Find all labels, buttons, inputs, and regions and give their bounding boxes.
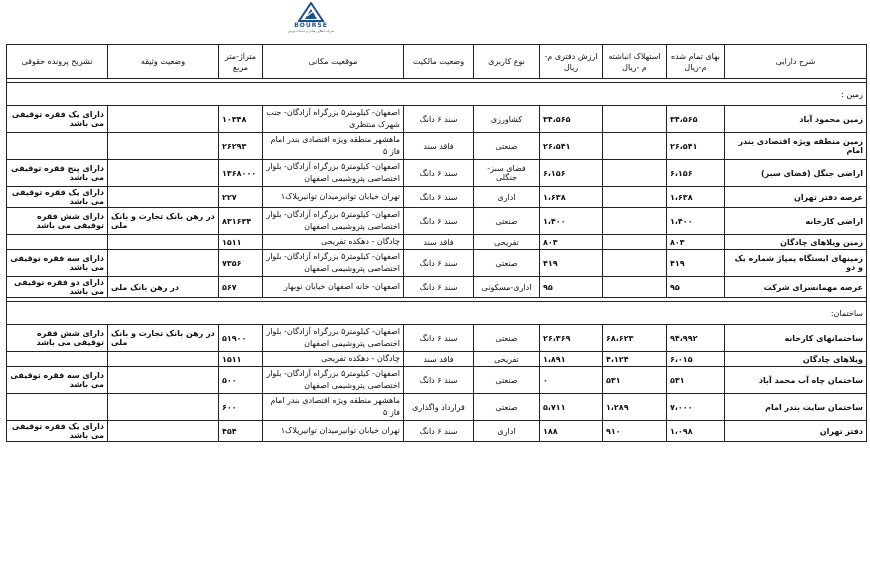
header-collateral: وضعیت وثیقه — [108, 45, 219, 79]
cell-depreciation — [603, 106, 667, 133]
cell-depreciation: ۵۳۱ — [603, 367, 667, 394]
cell-collateral — [108, 106, 219, 133]
cell-usage: کشاورزی — [474, 106, 540, 133]
cell-description: زمین منطقه ویژه اقتصادی بندر امام — [725, 133, 867, 160]
cell-description: ساختمان چاه آب محمد آباد — [725, 367, 867, 394]
table-row — [7, 235, 867, 250]
cell-area: ۷۳۵۶ — [219, 250, 263, 277]
cell-ownership: سند ۶ دانگ — [404, 421, 474, 442]
cell-book-value: ۸۰۳ — [540, 235, 603, 250]
cell-legal: دارای شش فقره توقیفی می باشد — [7, 325, 108, 352]
bourse-logo — [281, 2, 341, 40]
cell-location: اصفهان- کیلومتر۵ بزرگراه آزادگان- بلوار اختصاصی پتروشیمی اصفهان — [263, 208, 404, 235]
cell-legal: دارای سه فقره توقیفی می باشد — [7, 250, 108, 277]
cell-legal: دارای شش فقره توقیفی می باشد — [7, 208, 108, 235]
cell-usage: فضای سبز- جنگلی — [474, 160, 540, 187]
cell-full-cost: ۱،۶۳۸ — [667, 187, 725, 208]
cell-area: ۶۰۰ — [219, 394, 263, 421]
cell-depreciation — [603, 208, 667, 235]
cell-area: ۲۲۷ — [219, 187, 263, 208]
cell-description: عرصه مهمانسرای شرکت — [725, 277, 867, 298]
cell-full-cost: ۱،۴۰۰ — [667, 208, 725, 235]
cell-area: ۵۰۰ — [219, 367, 263, 394]
cell-ownership: سند ۶ دانگ — [404, 250, 474, 277]
cell-usage: تفریحی — [474, 352, 540, 367]
cell-full-cost: ۳۴،۵۶۵ — [667, 106, 725, 133]
cell-description: دفتر تهران — [725, 421, 867, 442]
header-location: موقعیت مکانی — [263, 45, 404, 79]
cell-full-cost: ۹۵ — [667, 277, 725, 298]
header-book-value: ارزش دفتری م-ریال — [540, 45, 603, 79]
cell-usage: صنعتی — [474, 325, 540, 352]
cell-collateral — [108, 352, 219, 367]
cell-depreciation: ۱،۲۸۹ — [603, 394, 667, 421]
header-row — [7, 45, 867, 79]
cell-legal: دارای یک فقره توقیفی می باشد — [7, 106, 108, 133]
cell-description: اراضی کارخانه — [725, 208, 867, 235]
cell-book-value: ۳۴،۵۶۵ — [540, 106, 603, 133]
table-body — [7, 79, 867, 442]
cell-collateral — [108, 367, 219, 394]
cell-ownership: سند ۶ دانگ — [404, 106, 474, 133]
cell-depreciation: ۹۱۰ — [603, 421, 667, 442]
table-row — [7, 352, 867, 367]
cell-full-cost: ۶،۱۵۶ — [667, 160, 725, 187]
cell-depreciation — [603, 187, 667, 208]
cell-description: اراضی جنگل (فضای سبز) — [725, 160, 867, 187]
cell-location: چادگان - دهکده تفریحی — [263, 235, 404, 250]
cell-location: اصفهان- خانه اصفهان خیابان نوبهار — [263, 277, 404, 298]
cell-usage: صنعتی — [474, 367, 540, 394]
cell-usage: اداری — [474, 421, 540, 442]
cell-collateral — [108, 394, 219, 421]
header-area: متراژ-متر مربع — [219, 45, 263, 79]
cell-description: زمین محمود آباد — [725, 106, 867, 133]
cell-book-value: ۲۶،۵۴۱ — [540, 133, 603, 160]
cell-area: ۲۶۲۹۳ — [219, 133, 263, 160]
cell-usage: صنعتی — [474, 208, 540, 235]
cell-collateral — [108, 235, 219, 250]
cell-ownership: فاقد سند — [404, 235, 474, 250]
section-title-row — [7, 83, 867, 106]
cell-full-cost: ۵۳۱ — [667, 367, 725, 394]
cell-full-cost: ۴۱۹ — [667, 250, 725, 277]
cell-depreciation — [603, 160, 667, 187]
table-row — [7, 208, 867, 235]
cell-collateral — [108, 187, 219, 208]
table-row — [7, 250, 867, 277]
cell-location: اصفهان- کیلومتر۵ بزرگراه آزادگان- بلوار اختصاصی پتروشیمی اصفهان — [263, 160, 404, 187]
header-description: شرح دارایی — [725, 45, 867, 79]
cell-location: اصفهان- کیلومتر۵ بزرگراه آزادگان- بلوار اختصاصی پتروشیمی اصفهان — [263, 367, 404, 394]
cell-ownership: سند ۶ دانگ — [404, 160, 474, 187]
cell-collateral — [108, 133, 219, 160]
cell-book-value: ۵،۷۱۱ — [540, 394, 603, 421]
header-usage: نوع کاربری — [474, 45, 540, 79]
table-row — [7, 325, 867, 352]
cell-location: اصفهان- کیلومتر۵ بزرگراه آزادگان- جنب شهرک منتظری — [263, 106, 404, 133]
cell-depreciation — [603, 133, 667, 160]
header-ownership: وضعیت مالکیت — [404, 45, 474, 79]
cell-location: ماهشهر منطقه ویژه اقتصادی بندر امام فاز ۵ — [263, 394, 404, 421]
cell-description: ویلاهای چادگان — [725, 352, 867, 367]
cell-area: ۱۰۳۴۸ — [219, 106, 263, 133]
cell-location: اصفهان- کیلومتر۵ بزرگراه آزادگان- بلوار اختصاصی پتروشیمی اصفهان — [263, 325, 404, 352]
cell-location: ماهشهر منطقه ویژه اقتصادی بندر امام فاز ۵ — [263, 133, 404, 160]
cell-description: زمین ویلاهای چادگان — [725, 235, 867, 250]
cell-depreciation: ۴،۱۲۴ — [603, 352, 667, 367]
cell-book-value: ۹۵ — [540, 277, 603, 298]
cell-ownership: فاقد سند — [404, 352, 474, 367]
cell-ownership: سند ۶ دانگ — [404, 187, 474, 208]
table-row — [7, 421, 867, 442]
cell-book-value: ۴۱۹ — [540, 250, 603, 277]
cell-book-value: ۱۸۸ — [540, 421, 603, 442]
cell-location: تهران خیابان توانیرمیدان توانیرپلاک۱ — [263, 421, 404, 442]
cell-usage: صنعتی — [474, 133, 540, 160]
section-title: ساختمان: — [725, 302, 867, 325]
cell-legal — [7, 394, 108, 421]
cell-full-cost: ۶،۰۱۵ — [667, 352, 725, 367]
cell-legal: دارای یک فقره توقیفی می باشد — [7, 187, 108, 208]
cell-depreciation — [603, 250, 667, 277]
cell-legal: دارای دو فقره توقیفی می باشد — [7, 277, 108, 298]
header-full-cost: بهای تمام شده م-ریال — [667, 45, 725, 79]
cell-usage: صنعتی — [474, 250, 540, 277]
table-row — [7, 187, 867, 208]
table-row — [7, 367, 867, 394]
section-title-row — [7, 302, 867, 325]
cell-book-value: ۱،۸۹۱ — [540, 352, 603, 367]
cell-ownership: فاقد سند — [404, 133, 474, 160]
logo-subtitle: شرکت اطلاع رسانی و خدمات بورس — [287, 29, 335, 33]
table-row — [7, 394, 867, 421]
cell-collateral — [108, 250, 219, 277]
cell-usage: صنعتی — [474, 394, 540, 421]
section-title-fill — [7, 83, 725, 106]
cell-legal — [7, 235, 108, 250]
cell-ownership: سند ۶ دانگ — [404, 208, 474, 235]
section-title-fill — [7, 302, 725, 325]
cell-usage: اداری-مسکونی — [474, 277, 540, 298]
cell-ownership: قرارداد واگذاری — [404, 394, 474, 421]
cell-description: زمینهای ایستگاه پمپاژ شماره یک و دو — [725, 250, 867, 277]
cell-full-cost: ۹۴،۹۹۲ — [667, 325, 725, 352]
cell-book-value: ۱،۶۳۸ — [540, 187, 603, 208]
cell-area: ۱۵۱۱ — [219, 352, 263, 367]
table-row — [7, 133, 867, 160]
table-row — [7, 277, 867, 298]
cell-area: ۱۳۶۸۰۰۰ — [219, 160, 263, 187]
header-depreciation: استهلاک انباشته م -ریال — [603, 45, 667, 79]
cell-usage: تفریحی — [474, 235, 540, 250]
cell-legal: دارای پنج فقره توقیفی می باشد — [7, 160, 108, 187]
cell-depreciation — [603, 277, 667, 298]
cell-book-value: ۱،۴۰۰ — [540, 208, 603, 235]
cell-usage: اداری — [474, 187, 540, 208]
cell-location: اصفهان- کیلومتر۵ بزرگراه آزادگان- بلوار اختصاصی پتروشیمی اصفهان — [263, 250, 404, 277]
header-legal: تشریح پرونده حقوقی — [7, 45, 108, 79]
cell-ownership: سند ۶ دانگ — [404, 277, 474, 298]
table-row — [7, 106, 867, 133]
cell-legal: دارای یک فقره توقیفی می باشد — [7, 421, 108, 442]
cell-description: ساختمان سایت بندر امام — [725, 394, 867, 421]
cell-collateral — [108, 160, 219, 187]
bourse-logo-icon — [298, 2, 324, 22]
cell-area: ۱۵۱۱ — [219, 235, 263, 250]
cell-collateral: در رهن بانک ملی — [108, 277, 219, 298]
cell-area: ۴۵۴ — [219, 421, 263, 442]
cell-book-value: ۰ — [540, 367, 603, 394]
cell-ownership: سند ۶ دانگ — [404, 367, 474, 394]
cell-description: ساختمانهای کارخانه — [725, 325, 867, 352]
cell-legal: دارای سه فقره توقیفی می باشد — [7, 367, 108, 394]
cell-collateral — [108, 421, 219, 442]
cell-full-cost: ۲۶،۵۴۱ — [667, 133, 725, 160]
table-row — [7, 160, 867, 187]
cell-collateral: در رهن بانک تجارت و بانک ملی — [108, 325, 219, 352]
logo-brand-text: BOURSE — [294, 22, 328, 29]
cell-legal — [7, 133, 108, 160]
asset-table — [6, 44, 867, 442]
cell-depreciation — [603, 235, 667, 250]
cell-description: عرصه دفتر تهران — [725, 187, 867, 208]
cell-full-cost: ۸۰۳ — [667, 235, 725, 250]
cell-full-cost: ۷،۰۰۰ — [667, 394, 725, 421]
cell-location: تهران خیابان توانیرمیدان توانیرپلاک۱ — [263, 187, 404, 208]
cell-area: ۵۶۷ — [219, 277, 263, 298]
cell-ownership: سند ۶ دانگ — [404, 325, 474, 352]
cell-book-value: ۶،۱۵۶ — [540, 160, 603, 187]
cell-depreciation: ۶۸،۶۲۳ — [603, 325, 667, 352]
section-title: زمین : — [725, 83, 867, 106]
cell-area: ۸۳۱۶۳۴ — [219, 208, 263, 235]
cell-book-value: ۲۶،۳۶۹ — [540, 325, 603, 352]
cell-full-cost: ۱،۰۹۸ — [667, 421, 725, 442]
cell-legal — [7, 352, 108, 367]
cell-location: چادگان - دهکده تفریحی — [263, 352, 404, 367]
cell-collateral: در رهن بانک تجارت و بانک ملی — [108, 208, 219, 235]
cell-area: ۵۱۹۰۰ — [219, 325, 263, 352]
